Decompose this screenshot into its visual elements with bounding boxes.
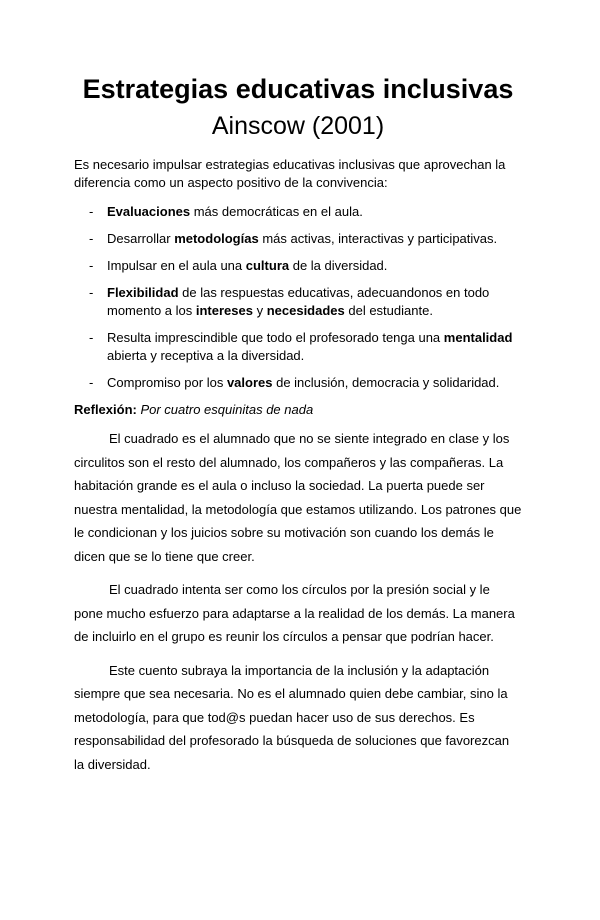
list-item-text: de la diversidad.: [289, 258, 388, 273]
list-item: [74, 257, 522, 275]
list-item: [74, 230, 522, 248]
reflection-label: Reflexión:: [74, 402, 137, 417]
list-item-text: Desarrollar: [107, 231, 175, 246]
list-item-text: del estudiante.: [344, 303, 433, 318]
list-item-text: más democráticas en el aula.: [190, 204, 363, 219]
list-item-text: abierta y receptiva a la diversidad.: [107, 348, 305, 363]
body-paragraph: Este cuento subraya la importancia de la inclusión y la adaptación siempre que sea necesaria. No es el alumnado quien debe cambiar, sino la metodología, para que tod@s puedan hacer uso de sus derechos. Es responsabilidad del profesorado la búsqueda de soluciones que favorezcan la diversidad.: [74, 662, 510, 772]
bullet-dash: -: [89, 258, 94, 273]
list-item-text: Resulta imprescindible que todo el profesorado tenga una: [107, 330, 444, 345]
strategy-list: [74, 203, 522, 392]
list-item-text: de las respuestas educativas, adecuandonos en todo momento a los: [107, 285, 490, 318]
list-item-text: de inclusión, democracia y solidaridad.: [272, 375, 500, 390]
intro-paragraph: Es necesario impulsar estrategias educativas inclusivas que aprovechan la diferencia como un aspecto positivo de la convivencia:: [74, 157, 506, 190]
bullet-dash: -: [89, 330, 94, 345]
list-item: [74, 329, 522, 365]
list-item: [74, 374, 522, 392]
list-item-text: Impulsar en el aula una: [107, 258, 246, 273]
list-item-keyword: metodologías: [174, 231, 259, 246]
page-subtitle: Ainscow (2001): [211, 112, 385, 140]
list-item-keyword: mentalidad: [443, 330, 513, 345]
bullet-dash: -: [89, 204, 94, 219]
page-title: Estrategias educativas inclusivas: [82, 74, 514, 104]
list-item-text: más activas, interactivas y participativas.: [258, 231, 498, 246]
reflection-body: [74, 427, 522, 776]
body-paragraph: El cuadrado intenta ser como los círculos por la presión social y le pone mucho esfuerzo para adaptarse a la realidad de los demás. La manera de incluirlo en el grupo es reunir los círculos a pensar que podrían hacer.: [74, 582, 515, 644]
reflection-title: Por cuatro esquinitas de nada: [140, 402, 314, 417]
list-item-keyword: necesidades: [266, 303, 345, 318]
reflection-heading: [74, 401, 522, 419]
list-item-keyword: intereses: [195, 303, 253, 318]
list-item-text: Compromiso por los: [107, 375, 227, 390]
bullet-dash: -: [89, 231, 94, 246]
body-paragraph: El cuadrado es el alumnado que no se siente integrado en clase y los circulitos son el resto del alumnado, los compañeros y las compañeras. La habitación grande es el aula o incluso la sociedad. La puerta puede ser nuestra mentalidad, la metodología que estamos utilizando. Los patrones que le condicionan y los juicios sobre su motivación son cuando los demás le dicen que se lo tiene que creer.: [74, 431, 522, 564]
list-item-text: y: [252, 303, 267, 318]
list-item-keyword: cultura: [245, 258, 290, 273]
bullet-dash: -: [89, 375, 94, 390]
list-item-keyword: Flexibilidad: [107, 285, 179, 300]
bullet-dash: -: [89, 285, 94, 300]
list-item: [74, 203, 522, 221]
document-page: [0, 72, 600, 920]
list-item: [74, 284, 522, 320]
list-item-keyword: valores: [226, 375, 273, 390]
list-item-keyword: Evaluaciones: [107, 204, 191, 219]
